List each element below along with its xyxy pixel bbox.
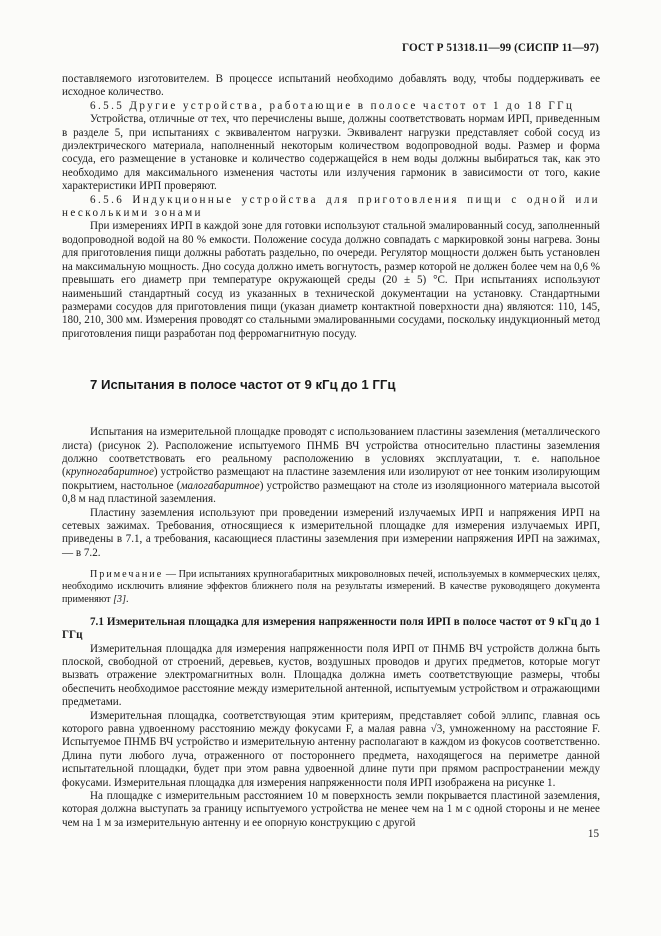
subsection-heading-6-5-6: 6.5.6 Индукционные устройства для приготовления пищи с одной или несколькими зонами (62, 193, 600, 220)
note: Примечание — При испытаниях крупногабаритных микроволновых печей, используемых в коммерческих целях, необходимо исключить влияние эффектов ближнего поля на результаты измерений. В качестве руководящего документа применяют [3]. (62, 569, 600, 605)
page-number: 15 (587, 828, 599, 840)
page-body (62, 40, 600, 830)
paragraph-7-intro: Испытания на измерительной площадке проводят с использованием пластины заземления (металлического листа) (рисунок 2). Расположение испытуемого ПНМБ ВЧ устройства относительно пластины заземления должно соответствовать его реальному расположению в условиях эксплуатации, т. е. напольное (крупногабаритное) устройство размещают на пластине заземления или изолируют от нее тонким изолирующим покрытием, настольное (малогабаритное) устройство размещают на столе из изоляционного материала высотой 0,8 м над пластиной заземления. (62, 426, 600, 506)
subsection-heading-6-5-5: 6.5.5 Другие устройства, работающие в полосе частот от 1 до 18 ГГц (90, 99, 575, 112)
paragraph-6-5-5: Устройства, отличные от тех, что перечислены выше, должны соответствовать нормам ИРП, приведенным в разделе 5, при испытаниях с эквивалентом нагрузки. Эквивалент нагрузки представляет собой сосуд из диэлектрического материала, наполненный некоторым количеством водопроводной воды. Размер и форма сосуда, его размещение в установке и количество содержащейся в нем воды должны выбираться так, как это необходимо для максимального изменения частоты или излучения гармоник в зависимости от того, какие характеристики ИРП проверяют. (62, 113, 600, 193)
paragraph-7-ground-plane: Пластину заземления используют при проведении измерений излучаемых ИРП и напряжения ИРП на сетевых зажимах. Требования, относящиеся к измерительной площадке для измерения излучаемых ИРП, приведены в 7.1, а требования, касающиеся пластины заземления при измерении напряжения ИРП на зажимах, — в 7.2. (62, 506, 600, 559)
document-header: ГОСТ Р 51318.11—99 (СИСПР 11—97) (402, 42, 599, 54)
paragraph-continued: поставляемого изготовителем. В процессе испытаний необходимо добавлять воду, чтобы поддерживать ее исходное количество. (62, 73, 600, 99)
section-heading-7: 7 Испытания в полосе частот от 9 кГц до 1 ГГц (90, 377, 396, 393)
paragraph-6-5-6: При измерениях ИРП в каждой зоне для готовки используют стальной эмалированный сосуд, заполненный водопроводной водой на 80 % емкости. Положение сосуда должно совпадать с маркировкой зоны нагрева. Зоны для приготовления пищи должны работать раздельно, по очереди. Регулятор мощности должен быть установлен на максимальную мощность. Дно сосуда должно иметь вогнутость, размер которой не должен более чем на 0,6 % превышать его диаметр при температуре окружающей среды (20 ± 5) °С. При испытаниях используют наименьший стандартный сосуд из указанных в технической документации на установку. Стандартными размерами сосудов для приготовления пищи (указан диаметр контактной поверхности дна) являются: 110, 145, 180, 210, 300 мм. Измерения проводят со стальными эмалированными сосудами, поскольку индукционный метод приготовления пищи разработан под ферромагнитную посуду. (62, 220, 600, 340)
paragraph-7-1-c: На площадке с измерительным расстоянием 10 м поверхность земли покрывается пластиной заземления, которая должна выступать за границу испытуемого устройства не менее чем на 1 м с одной стороны и не менее чем на 1 м за измерительную антенну и ее опорную конструкцию с другой (62, 790, 600, 829)
paragraph-7-1-a: Измерительная площадка для измерения напряженности поля ИРП от ПНМБ ВЧ устройств должна быть плоской, свободной от строений, деревьев, кустов, воздушных проводов и других предметов, которые могут вызвать отражение электромагнитных волн. Площадка должна иметь соответствующие размеры, чтобы обеспечить необходимое расстояние между измерительной антенной, испытуемым устройством и отражающими предметами. (62, 642, 600, 709)
paragraph-7-1-b: Измерительная площадка, соответствующая этим критериям, представляет собой эллипс, главная ось которого равна удвоенному расстоянию между фокусами F, а малая равна √3, умноженному на расстояние F. Испытуемое ПНМБ ВЧ устройство и измерительную антенну располагают в каждом из фокусов соответственно. Длина пути любого луча, отраженного от постороннего предмета, находящегося на периметре данной испытательной площадки, будет при этом равна удвоенной длине пути при прямом распространении между фокусами. Измерительная площадка для измерения напряженности поля ИРП изображена на рисунке 1. (62, 709, 600, 789)
subsection-heading-7-1: 7.1 Измерительная площадка для измерения напряженности поля ИРП в полосе частот от 9 кГц до 1 ГГц (62, 615, 600, 642)
